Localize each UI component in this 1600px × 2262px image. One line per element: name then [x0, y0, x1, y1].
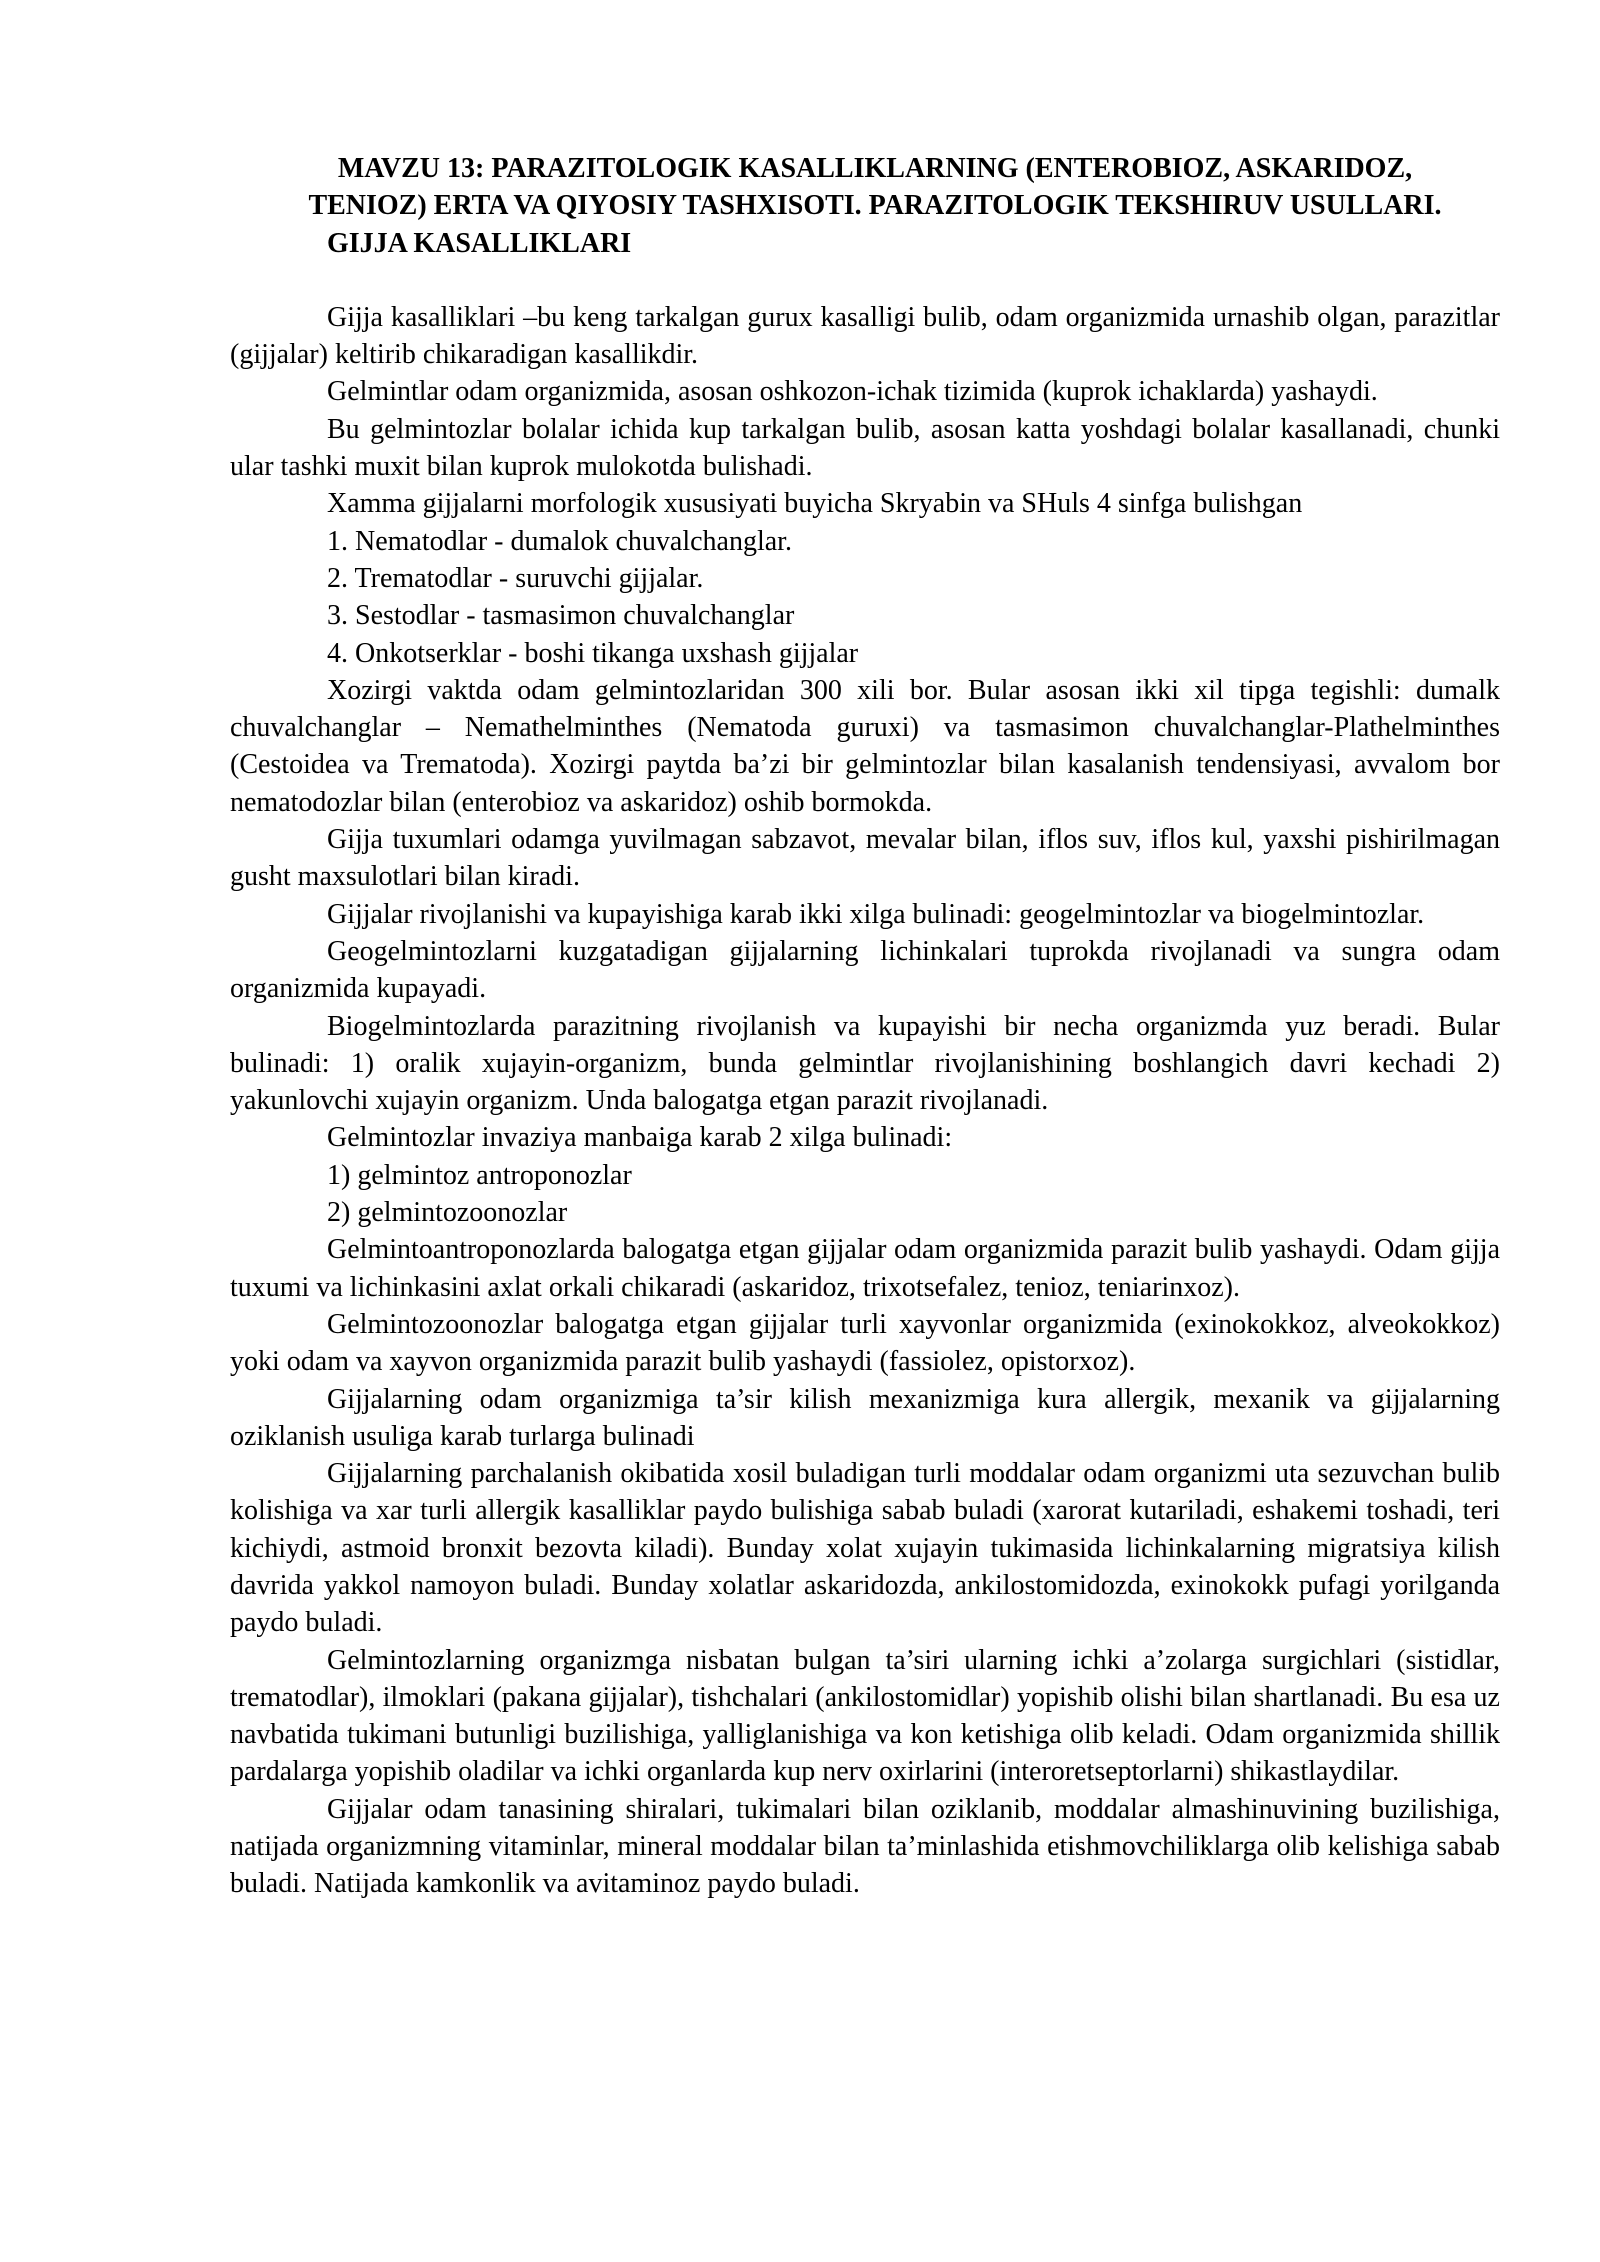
- paragraph: Gijjalar odam tanasining shiralari, tukimalari bilan oziklanib, moddalar almashinuvining buzilishiga, natijada organizmning vitaminlar, mineral moddalar bilan ta’minlashida etishmovchiliklarga olib kelishiga sabab buladi. Natijada kamkonlik va avitaminoz paydo buladi.: [230, 1793, 1500, 1900]
- list-item: 1. Nematodlar - dumalok chuvalchanglar.: [327, 525, 792, 557]
- document-page: [230, 150, 1500, 1903]
- paragraph: Gelmintlar odam organizmida, asosan oshkozon-ichak tizimida (kuprok ichaklarda) yashaydi.: [327, 376, 1378, 408]
- paragraph: Gijja kasalliklari –bu keng tarkalgan gurux kasalligi bulib, odam organizmida urnashib olgan, parazitlar (gijjalar) keltirib chikaradigan kasallikdir.: [230, 301, 1500, 371]
- paragraph: Gelmintozoonozlar balogatga etgan gijjalar turli xayvonlar organizmida (exinokokkoz, alveokokkoz) yoki odam va xayvon organizmida parazit bulib yashaydi (fassiolez, opistorxoz).: [230, 1308, 1500, 1378]
- paragraph: Gijja tuxumlari odamga yuvilmagan sabzavot, mevalar bilan, iflos suv, iflos kul, yaxshi pishirilmagan gusht maxsulotlari bilan kiradi.: [230, 824, 1500, 893]
- paragraph: Gelmintozlar invaziya manbaiga karab 2 xilga bulinadi:: [327, 1122, 953, 1154]
- paragraph: Bu gelmintozlar bolalar ichida kup tarkalgan bulib, asosan katta yoshdagi bolalar kasallanadi, chunki ular tashki muxit bilan kuprok mulokotda bulishadi.: [230, 413, 1500, 483]
- list-item: 3. Sestodlar - tasmasimon chuvalchanglar: [327, 600, 795, 632]
- list-item: 1) gelmintoz antroponozlar: [327, 1159, 632, 1191]
- list-item: 2) gelmintozoonozlar: [327, 1197, 568, 1229]
- paragraph: Geogelmintozlarni kuzgatadigan gijjalarning lichinkalari tuprokda rivojlanadi va sungra odam organizmida kupayadi.: [230, 935, 1500, 1005]
- paragraph: Gijjalarning odam organizmiga ta’sir kilish mexanizmiga kura allergik, mexanik va gijjalarning oziklanish usuliga karab turlarga bulinadi: [230, 1383, 1500, 1452]
- paragraph: Gijjalarning parchalanish okibatida xosil buladigan turli moddalar odam organizmi uta sezuvchan bulib kolishiga va xar turli allergik kasalliklar paydo bulishiga sabab buladi (xarorat kutariladi, eshakemi toshadi, teri kichiydi, astmoid bronxit bezovta kiladi). Bunday xolat xujayin tukimasida lichinkalarning migratsiya kilish davrida yakkol namoyon buladi. Bunday xolatlar askaridozda, ankilostomidozda, exinokokk pufagi yorilganda paydo buladi.: [230, 1458, 1500, 1639]
- paragraph: Gelmintozlarning organizmga nisbatan bulgan ta’siri ularning ichki a’zolarga surgichlari (sistidlar, trematodlar), ilmoklari (pakana gijjalar), tishchalari (ankilostomidlar) yopishib olishi bilan shartlanadi. Bu esa uz navbatida tukimani butunligi buzilishiga, yalliglanishiga va kon ketishiga olib keladi. Odam organizmida shillik pardalarga yopishib oladilar va ichki organlarda kup nerv oxirlarini (interoretseptorlarni) shikastlaydilar.: [230, 1644, 1500, 1788]
- list-item: 2. Trematodlar - suruvchi gijjalar.: [327, 562, 704, 594]
- document-title: MAVZU 13: PARAZITOLOGIK KASALLIKLARNING (ENTEROBIOZ, ASKARIDOZ, TENIOZ) ERTA VA QIYOSIY TASHXISOTI. PARAZITOLOGIK TEKSHIRUV USULLARI.: [308, 153, 1442, 222]
- paragraph: Gelmintoantroponozlarda balogatga etgan gijjalar odam organizmida parazit bulib yashaydi. Odam gijja tuxumi va lichinkasini axlat orkali chikaradi (askaridoz, trixotsefalez, tenioz, teniarinxoz).: [230, 1234, 1500, 1303]
- paragraph: Xamma gijjalarni morfologik xususiyati buyicha Skryabin va SHuls 4 sinfga bulishgan: [327, 488, 1303, 520]
- paragraph: Gijjalar rivojlanishi va kupayishiga karab ikki xilga bulinadi: geogelmintozlar va biogelmintozlar.: [327, 898, 1425, 930]
- list-item: 4. Onkotserklar - boshi tikanga uxshash gijjalar: [327, 637, 859, 669]
- section-heading: GIJJA KASALLIKLARI: [327, 227, 632, 259]
- paragraph: Xozirgi vaktda odam gelmintozlaridan 300 xili bor. Bular asosan ikki xil tipga tegishli: dumalk chuvalchanglar – Nemathelminthes (Nematoda guruxi) va tasmasimon chuvalchanglar-Plathelminthes (Cestoidea va Trematoda). Xozirgi paytda ba’zi bir gelmintozlar bilan kasalanish tendensiyasi, avvalom bor nematodozlar bilan (enterobioz va askaridoz) oshib bormokda.: [230, 674, 1500, 818]
- paragraph: Biogelmintozlarda parazitning rivojlanish va kupayishi bir necha organizmda yuz beradi. Bular bulinadi: 1) oralik xujayin-organizm, bunda gelmintlar rivojlanishining boshlangich davri kechadi 2) yakunlovchi xujayin organizm. Unda balogatga etgan parazit rivojlanadi.: [230, 1010, 1500, 1117]
